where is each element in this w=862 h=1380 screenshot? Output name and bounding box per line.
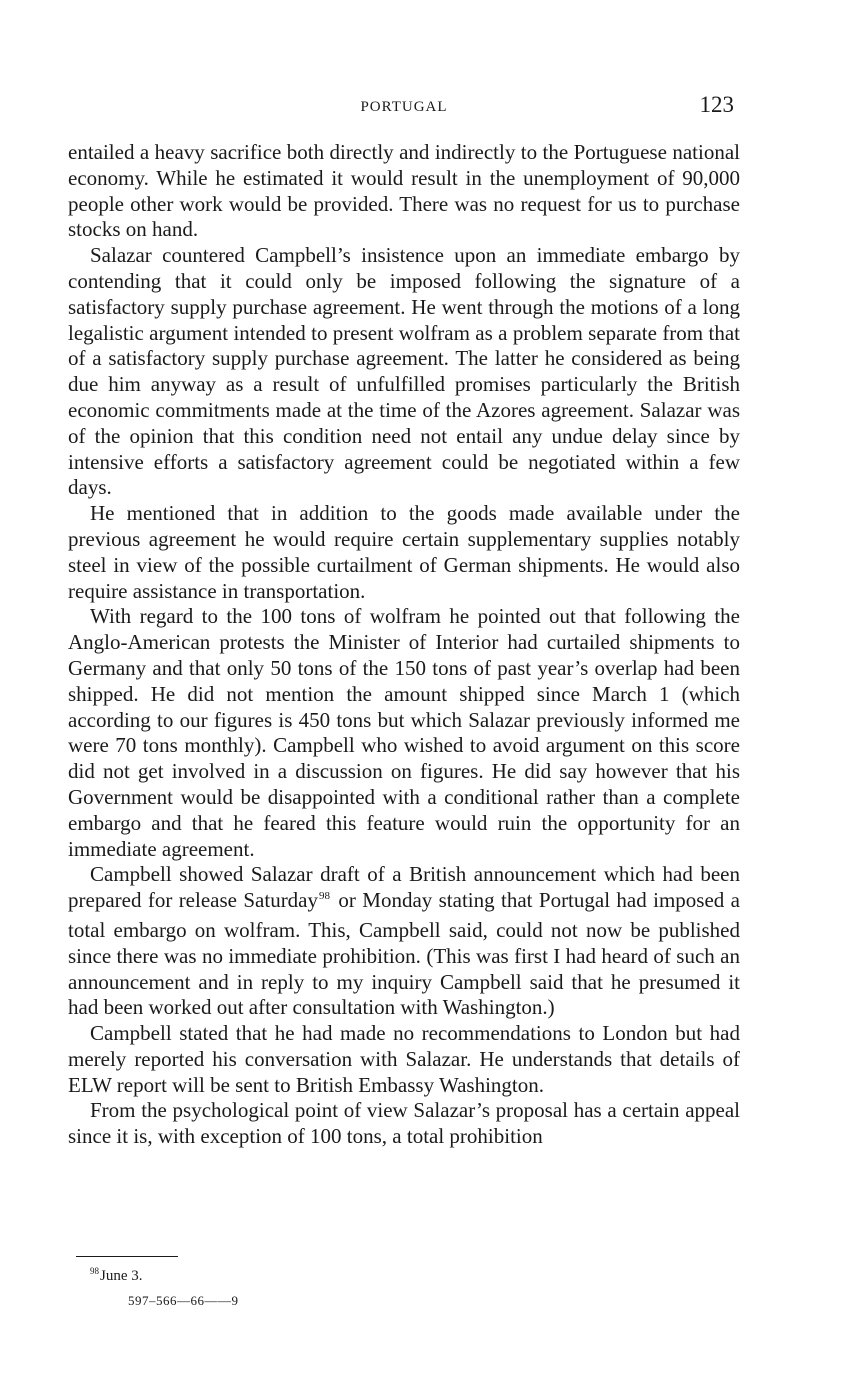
paragraph-5-text-end: or Monday stating that Portugal had imposed a total embargo on wolfram. This, Campbell said, could not now be published since there was no immediate prohibition. (This was first I had heard of such an announcement and in reply to my inquiry Campbell said that he presumed it had been worked out after consultation with Washington.) (68, 888, 740, 1020)
paragraph-7: From the psychological point of view Salazar’s proposal has a certain appeal since it is, with exception of 100 tons, a total prohibition (68, 1098, 740, 1149)
paragraph-5 (68, 862, 740, 1021)
footnote-text: June 3. (100, 1268, 143, 1284)
body-text (68, 140, 740, 1150)
paragraph-1: entailed a heavy sacrifice both directly and indirectly to the Portuguese national economy. While he estimated it would result in the unemployment of 90,000 people other work would be provided. There was no request for us to purchase stocks on hand. (68, 140, 740, 242)
running-title: PORTUGAL (360, 99, 448, 115)
paragraph-6: Campbell stated that he had made no recommendations to London but had merely reported his conversation with Salazar. He understands that details of ELW report will be sent to British Embassy Washington. (68, 1021, 740, 1097)
printer-code: 597–566—66——9 (128, 1293, 239, 1308)
paragraph-4: With regard to the 100 tons of wolfram he pointed out that following the Anglo-American protests the Minister of Interior had curtailed shipments to Germany and that only 50 tons of the 150 tons of past year’s overlap had been shipped. He did not mention the amount shipped since March 1 (which according to our figures is 450 tons but which Salazar previously informed me were 70 tons monthly). Campbell who wished to avoid argument on this score did not get involved in a discussion on figures. He did say however that his Government would be disappointed with a conditional rather than a complete embargo and that he feared this feature would ruin the opportunity for an immediate agreement. (68, 604, 740, 861)
footnote (90, 1266, 143, 1287)
footnote-divider (76, 1256, 178, 1257)
paragraph-5-text-start: Campbell showed Salazar draft of a British announcement which had been prepared for release Saturday (68, 862, 740, 913)
page-number: 123 (699, 92, 734, 117)
footnote-number: 98 (90, 1266, 99, 1276)
running-header (68, 92, 740, 122)
footnote-reference[interactable]: 98 (319, 890, 331, 903)
paragraph-3: He mentioned that in addition to the goods made available under the previous agreement he would require certain supplementary supplies notably steel in view of the possible curtailment of German shipments. He would also require assistance in transportation. (68, 501, 740, 603)
paragraph-2: Salazar countered Campbell’s insistence upon an immediate embargo by contending that it could only be imposed following the signature of a satisfactory supply purchase agreement. He went through the motions of a long legalistic argument intended to present wolfram as a problem separate from that of a satisfactory supply purchase agreement. The latter he considered as being due him anyway as a result of unfulfilled promises particularly the British economic commitments made at the time of the Azores agreement. Salazar was of the opinion that this condition need not entail any undue delay since by intensive efforts a satisfactory agreement could be negotiated within a few days. (68, 243, 740, 500)
